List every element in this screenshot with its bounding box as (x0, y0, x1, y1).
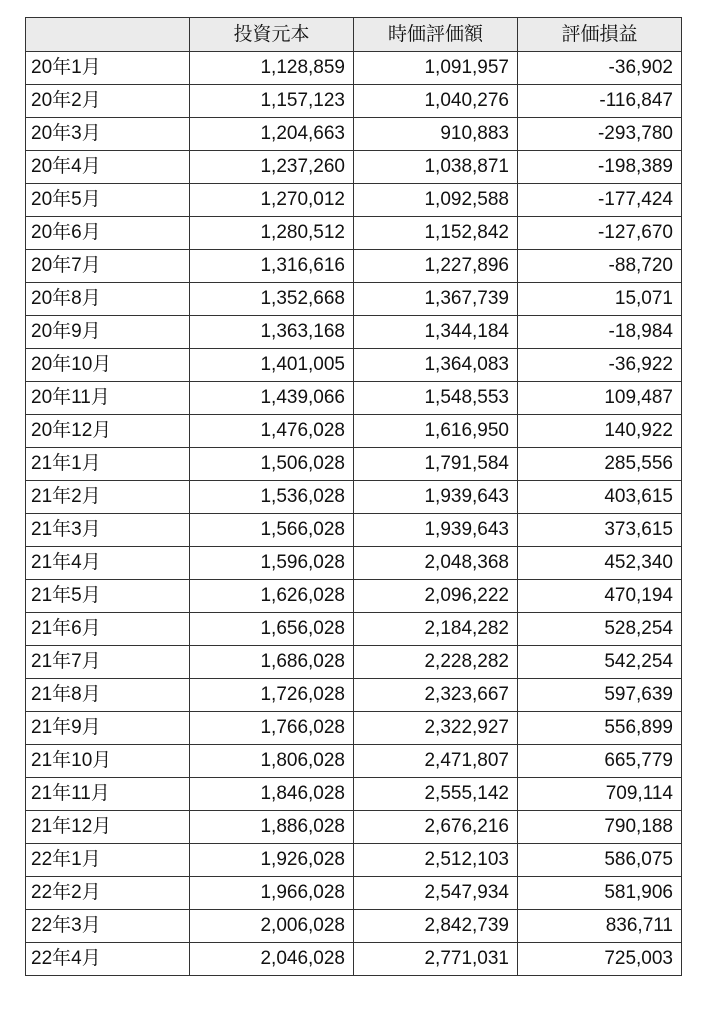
cell-principal: 1,566,028 (190, 514, 354, 547)
cell-month: 20年6月 (26, 217, 190, 250)
cell-principal: 1,656,028 (190, 613, 354, 646)
cell-principal: 1,966,028 (190, 877, 354, 910)
cell-market-value: 2,771,031 (354, 943, 518, 976)
cell-principal: 1,316,616 (190, 250, 354, 283)
table-row (26, 547, 682, 580)
table-row (26, 580, 682, 613)
cell-month: 21年1月 (26, 448, 190, 481)
table-row (26, 613, 682, 646)
cell-month: 21年3月 (26, 514, 190, 547)
cell-gain-loss: 709,114 (518, 778, 682, 811)
cell-month: 21年11月 (26, 778, 190, 811)
cell-month: 20年7月 (26, 250, 190, 283)
cell-principal: 1,476,028 (190, 415, 354, 448)
cell-month: 20年10月 (26, 349, 190, 382)
cell-month: 22年4月 (26, 943, 190, 976)
cell-market-value: 2,184,282 (354, 613, 518, 646)
cell-gain-loss: -177,424 (518, 184, 682, 217)
table-row (26, 184, 682, 217)
cell-market-value: 1,616,950 (354, 415, 518, 448)
cell-gain-loss: 403,615 (518, 481, 682, 514)
cell-market-value: 1,227,896 (354, 250, 518, 283)
cell-gain-loss: 470,194 (518, 580, 682, 613)
cell-month: 20年1月 (26, 52, 190, 85)
cell-gain-loss: -36,902 (518, 52, 682, 85)
table-row (26, 217, 682, 250)
table-row (26, 85, 682, 118)
cell-principal: 1,846,028 (190, 778, 354, 811)
table-row (26, 316, 682, 349)
cell-month: 22年3月 (26, 910, 190, 943)
cell-gain-loss: 285,556 (518, 448, 682, 481)
cell-gain-loss: -293,780 (518, 118, 682, 151)
cell-month: 21年2月 (26, 481, 190, 514)
cell-gain-loss: 373,615 (518, 514, 682, 547)
cell-market-value: 1,040,276 (354, 85, 518, 118)
cell-month: 21年7月 (26, 646, 190, 679)
cell-market-value: 1,939,643 (354, 481, 518, 514)
cell-month: 20年8月 (26, 283, 190, 316)
table-row (26, 646, 682, 679)
cell-market-value: 2,048,368 (354, 547, 518, 580)
cell-principal: 1,726,028 (190, 679, 354, 712)
investment-table (25, 17, 682, 976)
cell-principal: 1,128,859 (190, 52, 354, 85)
cell-gain-loss: 542,254 (518, 646, 682, 679)
cell-month: 20年11月 (26, 382, 190, 415)
table-header (26, 18, 682, 52)
cell-principal: 1,626,028 (190, 580, 354, 613)
cell-month: 21年5月 (26, 580, 190, 613)
table-row (26, 382, 682, 415)
cell-market-value: 2,096,222 (354, 580, 518, 613)
cell-market-value: 1,092,588 (354, 184, 518, 217)
cell-market-value: 2,842,739 (354, 910, 518, 943)
cell-month: 21年4月 (26, 547, 190, 580)
cell-month: 20年5月 (26, 184, 190, 217)
table-body (26, 52, 682, 976)
cell-principal: 1,536,028 (190, 481, 354, 514)
header-month (26, 18, 190, 52)
table-row (26, 118, 682, 151)
cell-month: 22年2月 (26, 877, 190, 910)
table-row (26, 811, 682, 844)
cell-principal: 1,204,663 (190, 118, 354, 151)
table-row (26, 943, 682, 976)
cell-market-value: 1,364,083 (354, 349, 518, 382)
cell-month: 20年4月 (26, 151, 190, 184)
cell-gain-loss: -88,720 (518, 250, 682, 283)
header-market-value: 時価評価額 (354, 18, 518, 52)
table-row (26, 910, 682, 943)
cell-gain-loss: 581,906 (518, 877, 682, 910)
cell-gain-loss: 140,922 (518, 415, 682, 448)
cell-month: 22年1月 (26, 844, 190, 877)
cell-principal: 1,766,028 (190, 712, 354, 745)
table-row (26, 250, 682, 283)
cell-market-value: 1,791,584 (354, 448, 518, 481)
cell-gain-loss: -36,922 (518, 349, 682, 382)
table-row (26, 481, 682, 514)
cell-month: 20年9月 (26, 316, 190, 349)
cell-month: 21年12月 (26, 811, 190, 844)
table-row (26, 448, 682, 481)
cell-market-value: 2,228,282 (354, 646, 518, 679)
cell-principal: 1,686,028 (190, 646, 354, 679)
table-row (26, 778, 682, 811)
cell-gain-loss: 109,487 (518, 382, 682, 415)
cell-gain-loss: 665,779 (518, 745, 682, 778)
cell-market-value: 1,548,553 (354, 382, 518, 415)
cell-market-value: 2,322,927 (354, 712, 518, 745)
table-row (26, 514, 682, 547)
cell-month: 20年12月 (26, 415, 190, 448)
table-row (26, 415, 682, 448)
cell-principal: 2,046,028 (190, 943, 354, 976)
cell-market-value: 1,344,184 (354, 316, 518, 349)
cell-month: 21年8月 (26, 679, 190, 712)
cell-principal: 1,596,028 (190, 547, 354, 580)
cell-principal: 1,270,012 (190, 184, 354, 217)
table-row (26, 844, 682, 877)
cell-principal: 1,363,168 (190, 316, 354, 349)
cell-market-value: 910,883 (354, 118, 518, 151)
table-row (26, 745, 682, 778)
table-row (26, 151, 682, 184)
cell-principal: 1,886,028 (190, 811, 354, 844)
cell-gain-loss: 556,899 (518, 712, 682, 745)
cell-principal: 2,006,028 (190, 910, 354, 943)
cell-gain-loss: 597,639 (518, 679, 682, 712)
table-row (26, 712, 682, 745)
cell-gain-loss: -116,847 (518, 85, 682, 118)
cell-market-value: 2,555,142 (354, 778, 518, 811)
cell-market-value: 2,512,103 (354, 844, 518, 877)
cell-market-value: 2,471,807 (354, 745, 518, 778)
cell-gain-loss: 790,188 (518, 811, 682, 844)
cell-principal: 1,280,512 (190, 217, 354, 250)
cell-gain-loss: 15,071 (518, 283, 682, 316)
cell-gain-loss: 725,003 (518, 943, 682, 976)
cell-month: 20年2月 (26, 85, 190, 118)
header-row (26, 18, 682, 52)
header-gain-loss: 評価損益 (518, 18, 682, 52)
cell-gain-loss: -198,389 (518, 151, 682, 184)
cell-gain-loss: 452,340 (518, 547, 682, 580)
cell-market-value: 1,939,643 (354, 514, 518, 547)
cell-principal: 1,806,028 (190, 745, 354, 778)
cell-principal: 1,157,123 (190, 85, 354, 118)
cell-market-value: 2,547,934 (354, 877, 518, 910)
cell-market-value: 2,676,216 (354, 811, 518, 844)
cell-principal: 1,352,668 (190, 283, 354, 316)
header-principal: 投資元本 (190, 18, 354, 52)
table-row (26, 52, 682, 85)
cell-month: 20年3月 (26, 118, 190, 151)
cell-gain-loss: -127,670 (518, 217, 682, 250)
cell-principal: 1,506,028 (190, 448, 354, 481)
cell-market-value: 2,323,667 (354, 679, 518, 712)
cell-month: 21年10月 (26, 745, 190, 778)
cell-gain-loss: 586,075 (518, 844, 682, 877)
table-row (26, 283, 682, 316)
cell-market-value: 1,367,739 (354, 283, 518, 316)
cell-market-value: 1,038,871 (354, 151, 518, 184)
investment-table-container (25, 17, 682, 976)
cell-gain-loss: -18,984 (518, 316, 682, 349)
cell-principal: 1,237,260 (190, 151, 354, 184)
cell-market-value: 1,091,957 (354, 52, 518, 85)
cell-principal: 1,439,066 (190, 382, 354, 415)
cell-gain-loss: 836,711 (518, 910, 682, 943)
table-row (26, 679, 682, 712)
cell-principal: 1,926,028 (190, 844, 354, 877)
table-row (26, 349, 682, 382)
cell-market-value: 1,152,842 (354, 217, 518, 250)
cell-gain-loss: 528,254 (518, 613, 682, 646)
table-row (26, 877, 682, 910)
cell-month: 21年6月 (26, 613, 190, 646)
cell-principal: 1,401,005 (190, 349, 354, 382)
cell-month: 21年9月 (26, 712, 190, 745)
